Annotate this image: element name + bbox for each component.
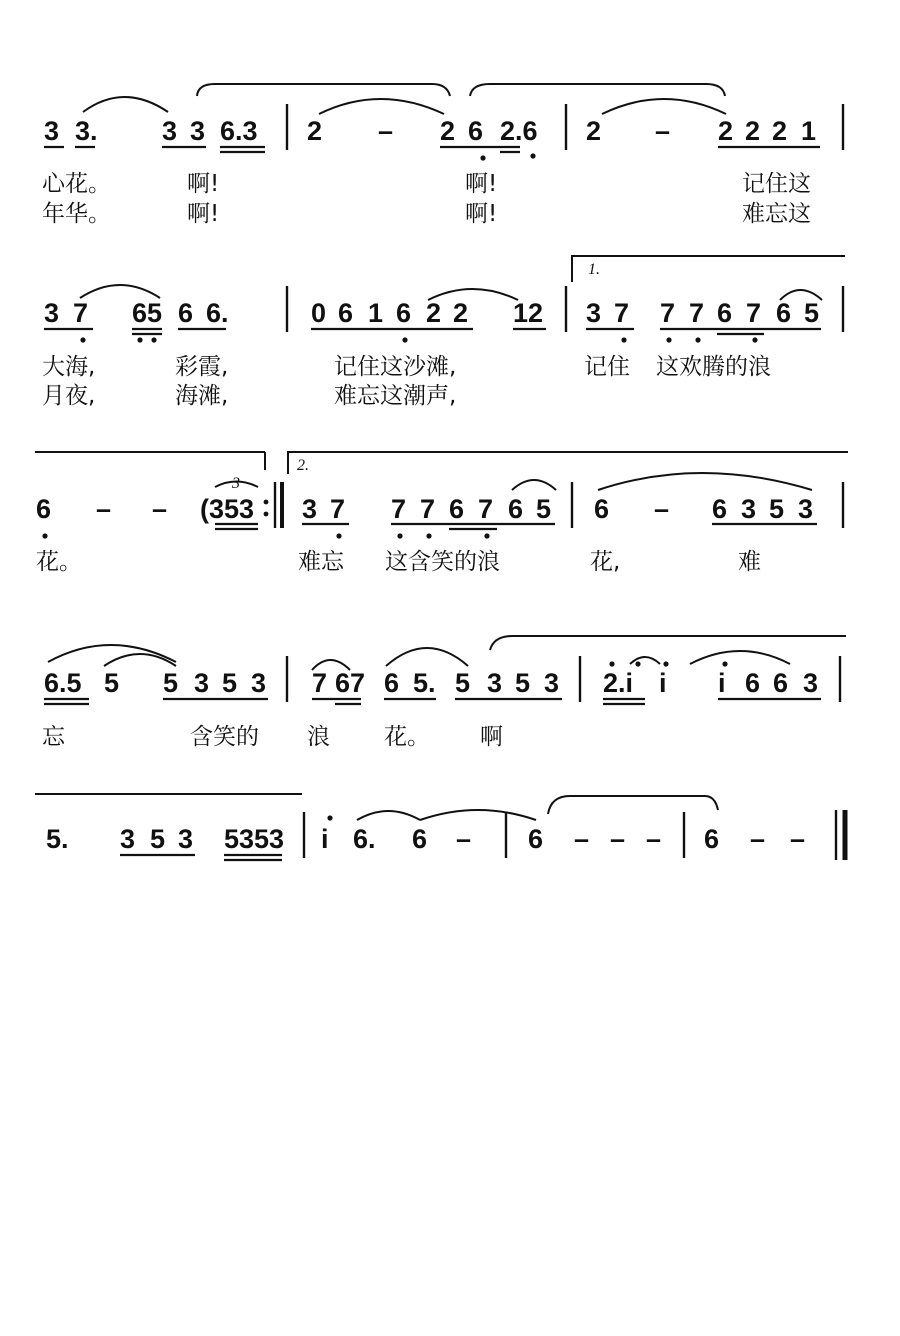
lyric: 啊! [465, 201, 498, 227]
note: 2 [453, 298, 469, 328]
note: 6 [338, 298, 354, 328]
note: 6 [776, 298, 792, 328]
volta-2: 2. [297, 457, 309, 474]
note: 6. [206, 298, 229, 328]
note: 3 [251, 668, 267, 698]
note: – [790, 824, 806, 854]
note: 6.3 [220, 116, 258, 146]
note: 0 [311, 298, 327, 328]
note: 2.6 [500, 116, 538, 146]
note: 2 [426, 298, 442, 328]
lyric: 年华。 [42, 201, 111, 227]
note: 3 [194, 668, 210, 698]
note: i [321, 824, 329, 854]
note: – [456, 824, 472, 854]
note: 5 [769, 494, 785, 524]
note: 3 [487, 668, 503, 698]
note: 3 [44, 116, 60, 146]
note: 7 [746, 298, 762, 328]
note: 3 [798, 494, 814, 524]
note: 6 [745, 668, 761, 698]
note: 67 [335, 668, 366, 698]
note: 1 [368, 298, 384, 328]
note: 6 [594, 494, 610, 524]
score-row-3 [35, 452, 848, 575]
lyric: 这含笑的浪 [385, 549, 500, 575]
note: 3 [120, 824, 136, 854]
score-row-4 [42, 636, 846, 750]
note: 5 [536, 494, 552, 524]
lyric: 难忘这 [742, 201, 811, 227]
note: i [659, 668, 667, 698]
score-row-1 [42, 84, 843, 227]
score-row-2 [42, 256, 845, 409]
note: 2 [718, 116, 734, 146]
note: 6 [468, 116, 484, 146]
note: 5 [804, 298, 820, 328]
note: 5 [515, 668, 531, 698]
note: 1 [801, 116, 817, 146]
note: 6 [704, 824, 720, 854]
lyric: 心花。 [42, 171, 111, 197]
note: – [750, 824, 766, 854]
note: i [718, 668, 726, 698]
note: 2.i [603, 668, 634, 698]
note: 3 [741, 494, 757, 524]
note: 6 [449, 494, 465, 524]
lyric: 啊! [187, 171, 220, 197]
note: 3 [190, 116, 206, 146]
note: 6 [717, 298, 733, 328]
note: 5 [150, 824, 166, 854]
note: 3 [586, 298, 602, 328]
note: 2 [440, 116, 456, 146]
note: 3 [302, 494, 318, 524]
note: 6 [412, 824, 428, 854]
note: 5 [222, 668, 238, 698]
note: 6 [712, 494, 728, 524]
note: 7 [391, 494, 407, 524]
note: 6 [384, 668, 400, 698]
lyric: 记住这 [742, 171, 811, 197]
note: 5 [104, 668, 120, 698]
note: 7 [478, 494, 494, 524]
note: 5. [46, 824, 69, 854]
note: 3 [162, 116, 178, 146]
note: 7 [330, 494, 346, 524]
note: – [654, 494, 670, 524]
lyric: 难 [738, 549, 761, 575]
note: 3 [544, 668, 560, 698]
note: – [152, 494, 168, 524]
lyric: 啊! [187, 201, 220, 227]
lyric: 啊 [480, 724, 503, 750]
note: 6 [396, 298, 412, 328]
note: 3 [44, 298, 60, 328]
note: 5. [413, 668, 436, 698]
note: 3. [75, 116, 98, 146]
note: – [610, 824, 626, 854]
note: – [655, 116, 671, 146]
note: 7 [312, 668, 328, 698]
note: 6.5 [44, 668, 82, 698]
note: 7 [73, 298, 89, 328]
note: – [646, 824, 662, 854]
note: 12 [513, 298, 544, 328]
note: 2 [307, 116, 323, 146]
note: – [378, 116, 394, 146]
lyric: 花。 [36, 549, 82, 575]
triplet-mark: 3 [232, 475, 240, 492]
lyric: 花, [590, 549, 621, 575]
note: 5 [455, 668, 471, 698]
note: 6 [36, 494, 52, 524]
lyric: 彩霞, [175, 354, 229, 380]
note: 7 [660, 298, 676, 328]
note: 7 [420, 494, 436, 524]
lyric: 记住 [584, 354, 630, 380]
note: 6 [528, 824, 544, 854]
volta-1: 1. [588, 261, 600, 278]
note: 65 [132, 298, 163, 328]
note: 2 [586, 116, 602, 146]
note: 7 [689, 298, 705, 328]
lyric: 这欢腾的浪 [656, 354, 771, 380]
lyric: 月夜, [42, 383, 96, 409]
note: 5353 [224, 824, 285, 854]
note: – [96, 494, 112, 524]
lyric: 海滩, [175, 383, 229, 409]
lyric: 啊! [465, 171, 498, 197]
note: 7 [614, 298, 630, 328]
note: 6 [773, 668, 789, 698]
lyric: 大海, [42, 354, 96, 380]
lyric: 含笑的 [190, 724, 259, 750]
note: 6 [178, 298, 194, 328]
lyric: 花。 [384, 724, 430, 750]
note: (353 [200, 494, 255, 524]
note: 6 [508, 494, 524, 524]
note: 3 [803, 668, 819, 698]
score-row-5 [35, 794, 845, 860]
note: 2 [745, 116, 761, 146]
lyric: 难忘 [298, 549, 344, 575]
note: – [574, 824, 590, 854]
note: 2 [772, 116, 788, 146]
lyric: 浪 [307, 724, 330, 750]
note: 5 [163, 668, 179, 698]
note: 6. [353, 824, 376, 854]
lyric: 忘 [42, 724, 65, 750]
note: 3 [178, 824, 194, 854]
lyric: 记住这沙滩, [334, 354, 457, 380]
lyric: 难忘这潮声, [334, 383, 457, 409]
